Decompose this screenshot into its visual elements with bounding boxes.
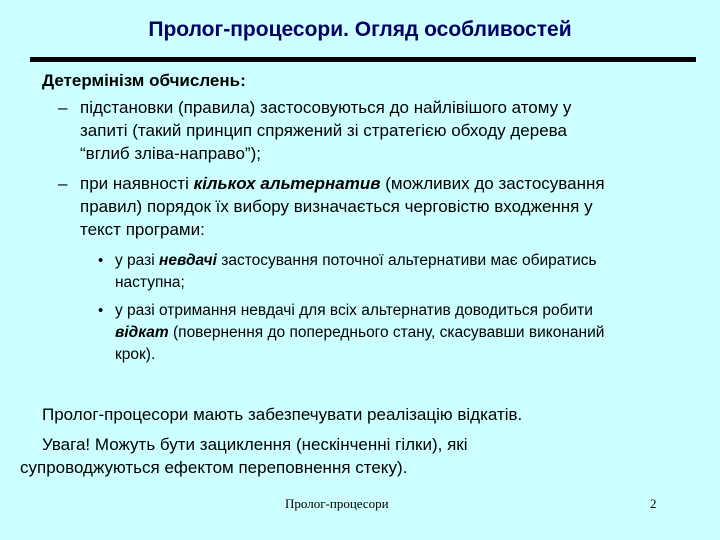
bullet-marker: • xyxy=(98,302,104,319)
slide-title: Пролог-процесори. Огляд особливостей xyxy=(148,18,572,41)
subitem-1-text: застосування поточної альтернативи має обиратись xyxy=(216,252,597,269)
subitem-2-line-3: крок). xyxy=(115,346,156,363)
paragraph-warning-line-2: супроводжуються ефектом переповнення стеку). xyxy=(20,458,408,477)
paragraph-backtracking: Пролог-процесори мають забезпечувати реалізацію відкатів. xyxy=(42,405,523,424)
item-1-line-2: запиті (такий принцип спряжений зі стратегією обходу дерева xyxy=(80,121,567,140)
item-2-line-1 xyxy=(80,173,605,196)
item-2-line-2: правил) порядок їх вибору визначається черговістю входження у xyxy=(80,197,593,216)
item-2-text: при наявності xyxy=(80,174,194,193)
item-1-line-3: “вглиб зліва-направо”); xyxy=(80,144,261,163)
item-1-line-1: підстановки (правила) застосовуються до найлівішого атому у xyxy=(80,98,572,117)
subitem-2-text: (повернення до попереднього стану, скасувавши виконаний xyxy=(168,324,605,341)
subitem-1-line-2: наступна; xyxy=(115,274,185,291)
subitem-2-line-1: у разі отримання невдачі для всіх альтернатив доводиться робити xyxy=(115,302,593,319)
bullet-marker: • xyxy=(98,252,104,269)
subitem-1-text: у разі xyxy=(115,252,159,269)
subitem-1-line-1 xyxy=(115,250,597,272)
subitem-2-line-2 xyxy=(115,322,604,344)
item-2-text: (можливих до застосування xyxy=(380,174,605,193)
dash-marker: – xyxy=(58,174,68,193)
item-2-emphasis: кількох альтернатив xyxy=(193,174,381,193)
page-number: 2 xyxy=(650,496,657,511)
title-divider xyxy=(30,57,696,62)
section-heading: Детермінізм обчислень: xyxy=(42,71,246,90)
item-2-line-3: текст програми: xyxy=(80,220,205,239)
subitem-2-emphasis: відкат xyxy=(115,324,169,341)
paragraph-warning-line-1: Увага! Можуть бути зациклення (нескінченні гілки), які xyxy=(42,435,468,454)
subitem-1-emphasis: невдачі xyxy=(158,252,217,269)
footer-label: Пролог-процесори xyxy=(285,496,389,511)
dash-marker: – xyxy=(58,98,68,117)
